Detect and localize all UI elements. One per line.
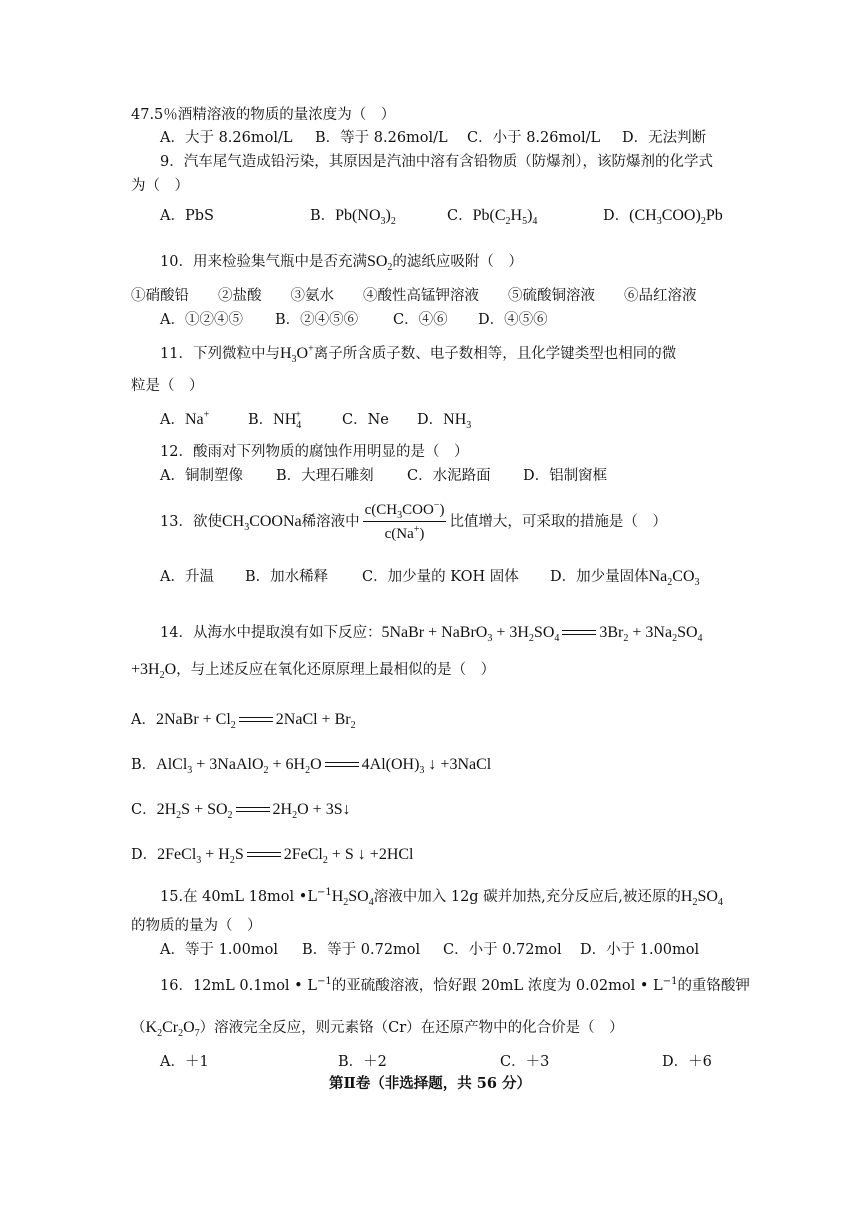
q8-option-b: B．等于 8.26mol/L bbox=[315, 130, 448, 146]
q15-option-b: B．等于 0.72mol bbox=[302, 942, 421, 958]
q10-option-a: A．①②④⑤ bbox=[160, 312, 243, 328]
q14-option-d: D．2FeCl$_3$ + $H_2S$ 2FeCl$_2$ + S ↓ +2HCl bbox=[131, 846, 414, 867]
q15-stem-line2: 的物质的量为（ ） bbox=[131, 918, 262, 934]
q12-option-a: A．铜制塑像 bbox=[160, 468, 243, 484]
q9-stem-line2: 为（ ） bbox=[131, 178, 189, 194]
q14-option-c: C．$2H_2S + SO_2$ $2H_2O$ + 3S↓ bbox=[131, 801, 351, 822]
q9-option-a: A．PbS bbox=[160, 208, 214, 224]
q13-option-a: A．升温 bbox=[160, 569, 214, 585]
q9-option-b: B．$Pb(NO_3)_2$ bbox=[310, 207, 396, 228]
q16-option-a: A．＋1 bbox=[160, 1054, 209, 1070]
q14-stem-line1: 14．从海水中提取溴有如下反应：5NaBr + NaBrO$_3$ + $3H_2SO_4$ $3Br_2 + 3Na_2SO_4$ bbox=[160, 624, 703, 645]
q12-stem: 12．酸雨对下列物质的腐蚀作用明显的是（ ） bbox=[160, 444, 469, 460]
q12-option-d: D．铝制窗框 bbox=[523, 468, 608, 484]
q11-option-b: B．$NH_4^+$ bbox=[248, 409, 302, 432]
q11-option-d: D．$NH_3$ bbox=[417, 411, 472, 432]
q13-option-c: C．加少量的 KOH 固体 bbox=[362, 569, 519, 585]
q11-stem-line2: 粒是（ ） bbox=[131, 378, 204, 394]
q11-option-c: C．Ne bbox=[342, 412, 389, 428]
q13-option-d: D．加少量固体$Na_2CO_3$ bbox=[550, 568, 700, 589]
q10-option-b: B．②④⑤⑥ bbox=[275, 312, 359, 328]
q10-option-d: D．④⑤⑥ bbox=[478, 312, 548, 328]
q10-option-c: C．④⑥ bbox=[393, 312, 448, 328]
q16-stem-line1: 16．12mL 0.1mol • $L^{-1}$的亚硫酸溶液，恰好跟 20mL 浓度为 0.02mol • $L^{-1}$的重铬酸钾 bbox=[160, 976, 750, 994]
q8-option-a: A．大于 8.26mol/L bbox=[160, 130, 293, 146]
q15-option-c: C．小于 0.72mol bbox=[443, 942, 562, 958]
q16-option-c: C．＋3 bbox=[500, 1054, 550, 1070]
q16-option-b: B．＋2 bbox=[338, 1054, 387, 1070]
q8-option-c: C．小于 8.26mol/L bbox=[467, 130, 601, 146]
q15-stem-line1: 15.在 40mL 18mol $•L^{-1}H_2SO_4$溶液中加入 12g 碳并加热,充分反应后,被还原的$H_2SO_4$ bbox=[160, 887, 723, 909]
q9-option-c: C．$Pb(C_2H_5)_4$ bbox=[447, 207, 538, 228]
q16-stem-line2: $(K_2Cr_2O_7)$溶液完全反应，则元素铬（Cr）在还原产物中的化合价是（ ） bbox=[131, 1019, 624, 1040]
q14-option-b: B．AlCl$_3$ + 3NaAlO$_2$ + $6H_2O$ $4Al(OH)_3$ ↓ +3NaCl bbox=[131, 756, 492, 777]
section-title: 第Ⅱ卷（非选择题，共 56 分） bbox=[329, 1075, 531, 1092]
q16-option-d: D．＋6 bbox=[662, 1054, 712, 1070]
q14-option-a: A．2NaBr + $Cl_2$ 2NaCl + $Br_2$ bbox=[131, 711, 356, 732]
q15-option-d: D．小于 1.00mol bbox=[580, 942, 700, 958]
q13-stem: 13．欲使$CH_3COONa$稀溶液中 $\frac{c(CH_3COO^-)}{c(Na^+)}$ 比值增大，可采取的措施是（ ） bbox=[160, 500, 667, 542]
q12-option-c: C．水泥路面 bbox=[407, 468, 491, 484]
q9-option-d: D．$(CH_3COO)_2Pb$ bbox=[603, 207, 723, 228]
q9-stem-line1: 9．汽车尾气造成铅污染，其原因是汽油中溶有含铅物质（防爆剂），该防爆剂的化学式 bbox=[160, 154, 713, 170]
q11-option-a: A．Na+ bbox=[160, 409, 210, 428]
q15-option-a: A．等于 1.00mol bbox=[160, 942, 278, 958]
q8-stem: 47.5％酒精溶液的物质的量浓度为（ ） bbox=[131, 107, 396, 123]
q13-ratio-fraction: $\frac{c(CH_3COO^-)}{c(Na^+)}$ bbox=[364, 500, 445, 542]
q13-option-b: B．加水稀释 bbox=[245, 569, 329, 585]
q10-items: ①硝酸铅 ②盐酸 ③氨水 ④酸性高锰钾溶液 ⑤硫酸铜溶液 ⑥品红溶液 bbox=[131, 288, 697, 304]
q8-option-d: D．无法判断 bbox=[622, 130, 707, 146]
q14-stem-line2: $+3H_2O$，与上述反应在氧化还原原理上最相似的是（ ） bbox=[131, 661, 496, 682]
q12-option-b: B．大理石雕刻 bbox=[276, 468, 374, 484]
q11-stem-line1: 11．下列微粒中与$H_3O^+$离子所含质子数、电子数相等，且化学键类型也相同的微 bbox=[160, 343, 677, 366]
q10-stem: 10．用来检验集气瓶中是否充满$SO_2$的滤纸应吸附（ ） bbox=[160, 253, 523, 274]
